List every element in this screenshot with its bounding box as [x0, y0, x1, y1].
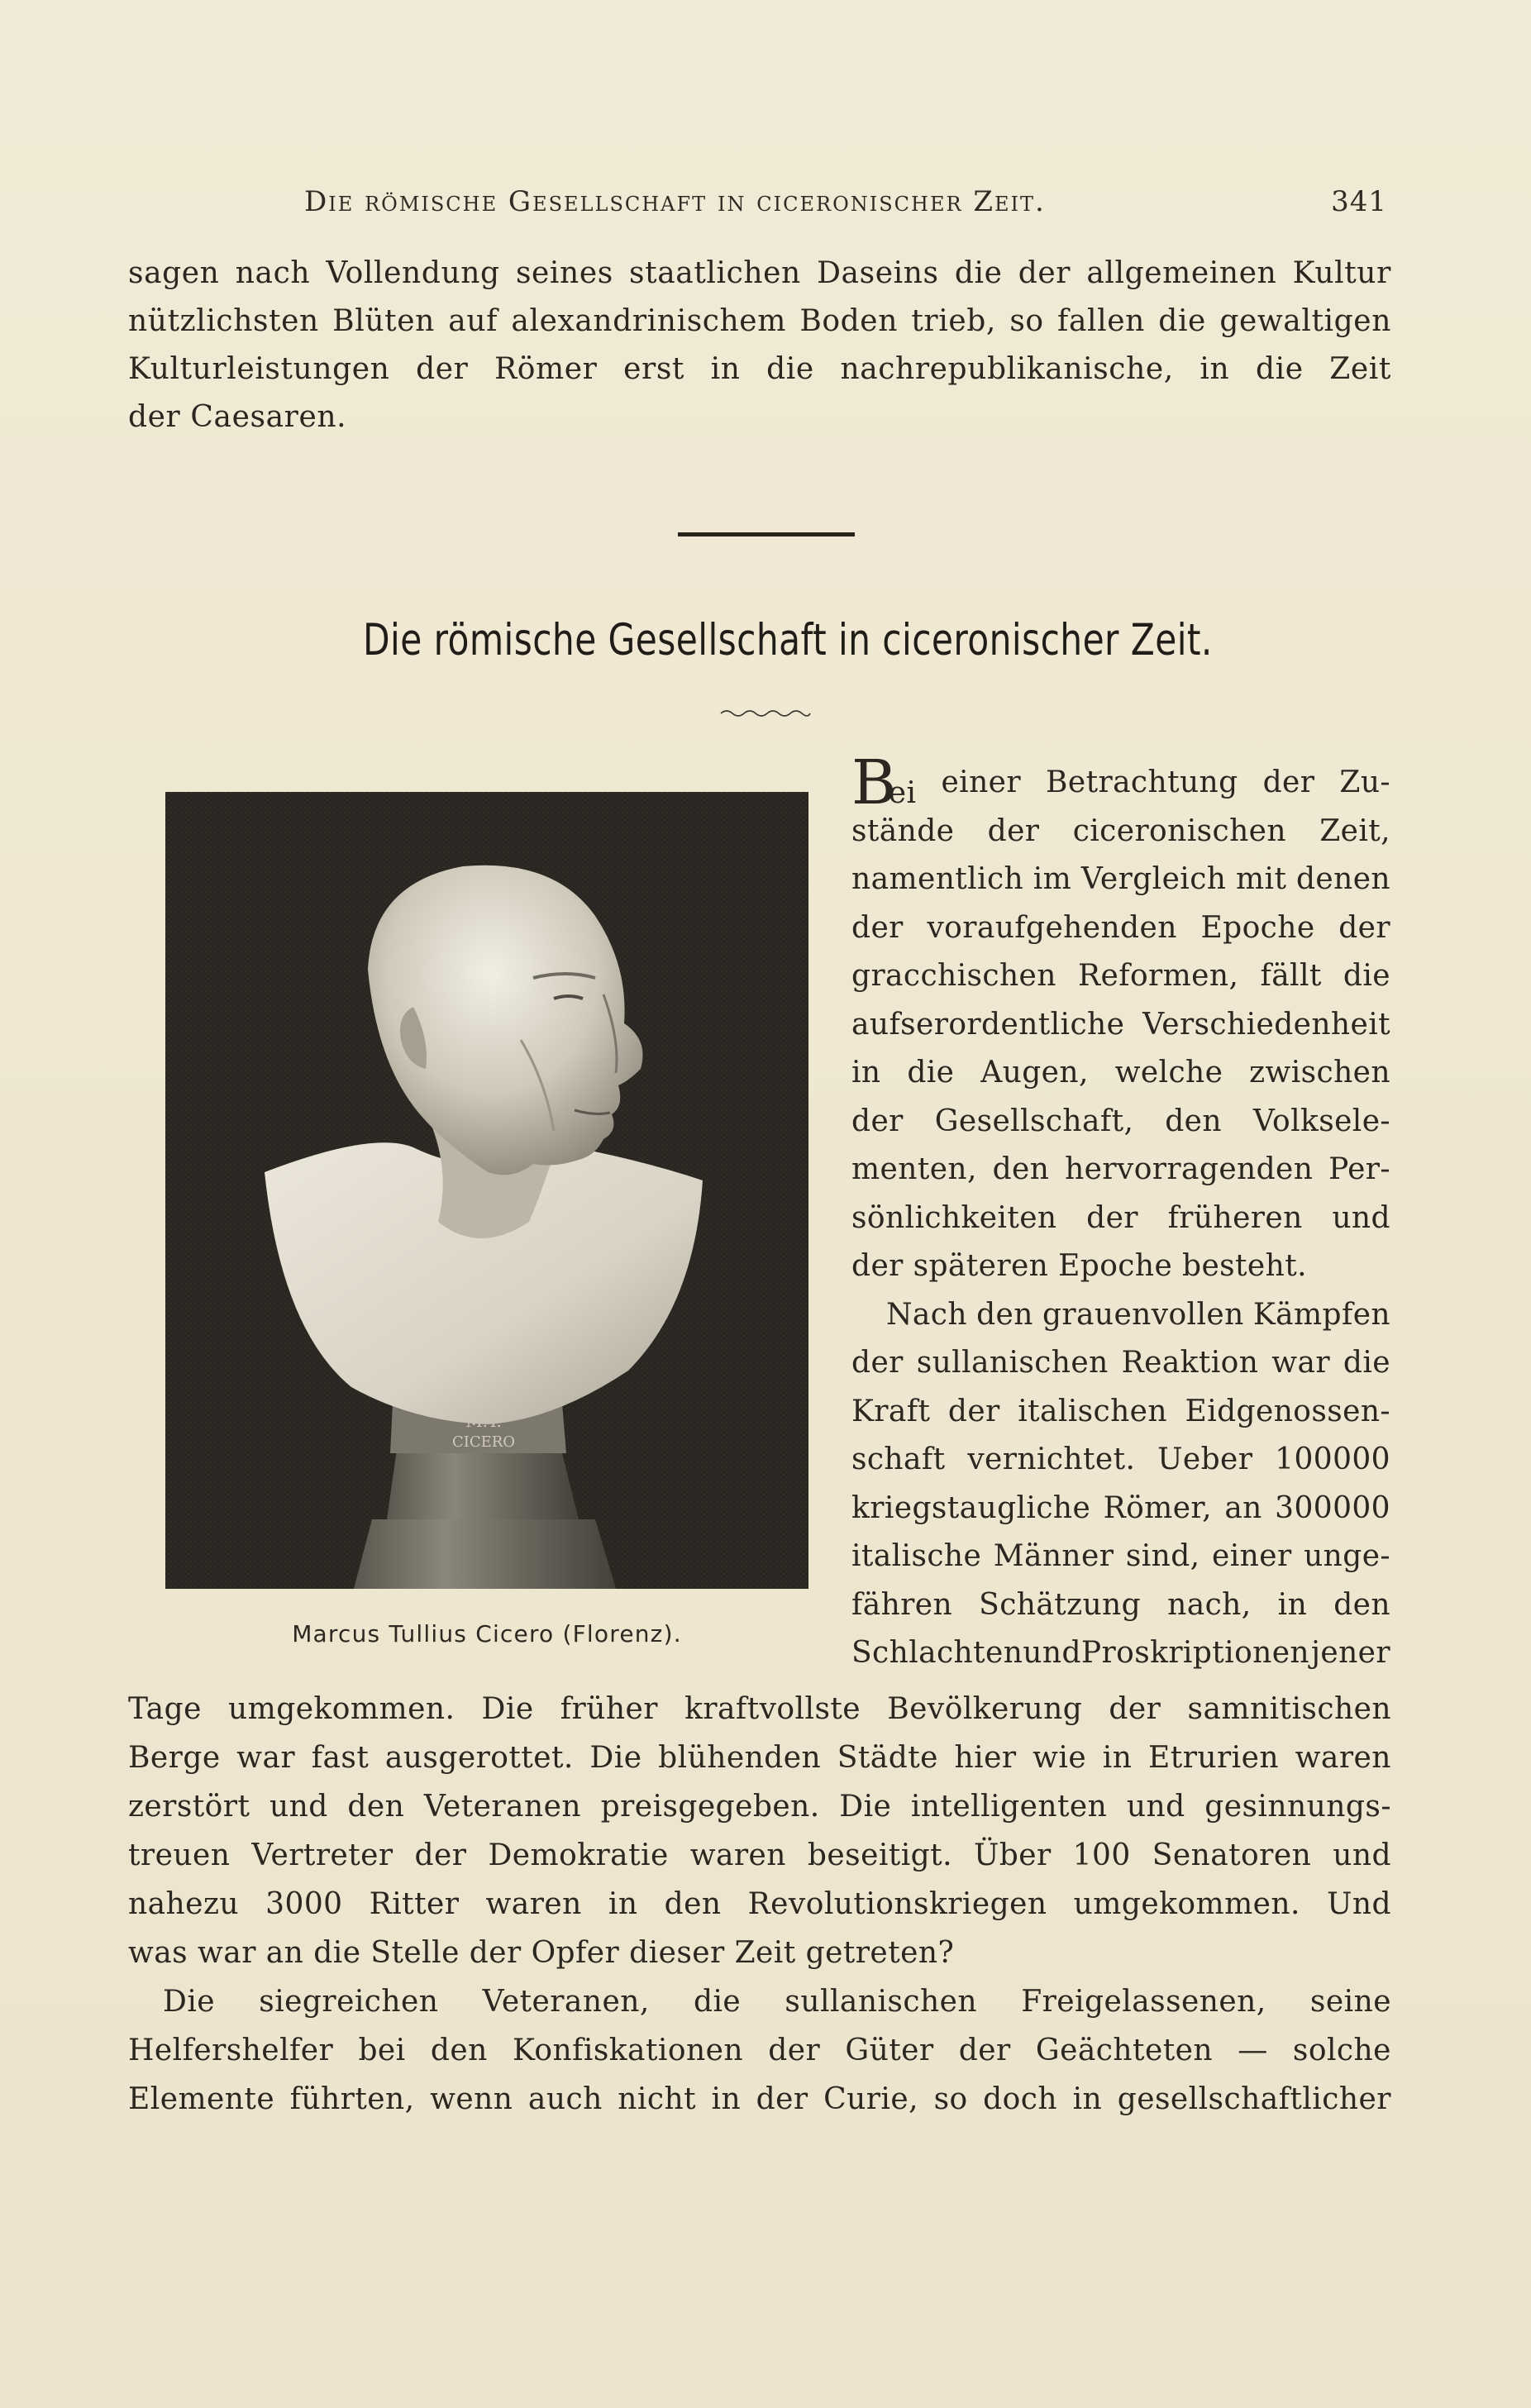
side-line [851, 1388, 1390, 1437]
word: — [1238, 2034, 1268, 2067]
word: der [128, 400, 181, 434]
intro-line [128, 298, 1391, 346]
side-line [851, 1001, 1390, 1050]
word: Güter [845, 2034, 934, 2067]
word: gesinnungs- [1204, 1790, 1391, 1824]
word: Ritter [369, 1887, 460, 1921]
word: Daseins [817, 256, 939, 290]
intro-line [128, 393, 1391, 441]
word: Die [589, 1741, 642, 1775]
word: nach [235, 256, 311, 290]
side-line [851, 1242, 1390, 1291]
word: so [1009, 304, 1044, 338]
word: intelligenten [910, 1790, 1108, 1824]
word: einer [1212, 1539, 1292, 1573]
side-line [851, 1533, 1390, 1581]
side-line [851, 1339, 1390, 1388]
word: war [1271, 1346, 1330, 1380]
word: in [1102, 1741, 1133, 1775]
word: an [265, 1936, 304, 1970]
word: zerstört [128, 1790, 250, 1824]
word: Kraft [851, 1394, 931, 1428]
word: Senatoren [1152, 1838, 1312, 1872]
word: und [1333, 1838, 1391, 1872]
word: Elemente [128, 2082, 275, 2116]
word: der [416, 352, 469, 386]
word: der [1086, 1200, 1138, 1235]
word: wenn [430, 2082, 513, 2116]
word: in [1200, 352, 1230, 386]
word: gesellschaftlicher [1117, 2082, 1391, 2116]
word: Die [839, 1790, 892, 1824]
word: einer [941, 765, 1021, 799]
word: die [1343, 1346, 1390, 1380]
word: Betrachtung [1046, 765, 1238, 799]
body-line [128, 2026, 1391, 2075]
word: wie [1033, 1741, 1087, 1775]
word: Vollendung [326, 256, 500, 290]
word: und [1332, 1200, 1390, 1235]
word: erst [623, 352, 684, 386]
word: vernichtet. [967, 1442, 1136, 1476]
word: Revolutionskriegen [747, 1887, 1047, 1921]
running-header [304, 185, 1387, 226]
word: sind, [1125, 1539, 1200, 1573]
word: die [1158, 304, 1206, 338]
word: nicht [618, 2082, 696, 2116]
word: auch [527, 2082, 603, 2116]
word: Kämpfen [1252, 1297, 1390, 1332]
word: sagen [128, 256, 220, 290]
word: Volksele- [1252, 1104, 1390, 1138]
word: Reaktion [1121, 1346, 1259, 1380]
word: Opfer [531, 1936, 620, 1970]
word: der [1018, 256, 1071, 290]
word: namentlich [851, 862, 1024, 896]
word: Bevölkerung [887, 1692, 1083, 1726]
word: italischen [1018, 1394, 1167, 1428]
word: Proskriptionen [1080, 1636, 1310, 1670]
word: nahezu [128, 1887, 239, 1921]
word: in [1072, 2082, 1103, 2116]
word: grauenvollen [1042, 1297, 1244, 1332]
word: Curie, [823, 2082, 919, 2116]
word: die [907, 1056, 955, 1090]
side-line [851, 856, 1390, 904]
word: trieb, [911, 304, 996, 338]
body-line [128, 1733, 1391, 1782]
body-line [128, 1977, 1391, 2026]
word: seines [515, 256, 613, 290]
word: die [766, 352, 814, 386]
section-divider-rule [678, 532, 855, 536]
word: im [1033, 862, 1072, 896]
pedestal-base [354, 1519, 616, 1589]
word: Augen, [980, 1056, 1089, 1090]
word: Verschiedenheit [1142, 1007, 1390, 1042]
word: umgekommen. [228, 1692, 455, 1726]
word: der [851, 1104, 904, 1138]
word: den [664, 1887, 722, 1921]
word: den [430, 2034, 488, 2067]
word: den [992, 1152, 1050, 1186]
word: allgemeinen [1086, 256, 1277, 290]
word: preisgegeben. [600, 1790, 820, 1824]
word: Kultur [1292, 256, 1391, 290]
word: die [954, 256, 1003, 290]
word: Römer [494, 352, 598, 386]
word: die [313, 1936, 361, 1970]
word: dieser [629, 1936, 725, 1970]
word: die [1255, 352, 1304, 386]
word: kraftvollste [684, 1692, 861, 1726]
word: 100 [1072, 1838, 1131, 1872]
side-line [851, 1629, 1390, 1678]
word: Etrurien [1148, 1741, 1280, 1775]
word: Ueber [1157, 1442, 1253, 1476]
word: italische [851, 1539, 982, 1573]
word: was [128, 1936, 188, 1970]
side-line [851, 1049, 1390, 1098]
bust-illustration [165, 792, 808, 1589]
side-line [851, 1291, 1390, 1340]
side-line [851, 747, 1390, 818]
word: nützlichsten [128, 304, 319, 338]
side-line [851, 808, 1390, 856]
pedestal-inscription-line: CICERO [451, 1433, 516, 1451]
body-line [128, 1685, 1391, 1733]
word: Reformen, [1078, 959, 1239, 993]
word: Caesaren. [190, 400, 347, 434]
word: Epoche [1200, 910, 1315, 945]
word: und [1126, 1790, 1185, 1824]
main-body-text [128, 1685, 1391, 2124]
word: beseitigt. [807, 1838, 952, 1872]
word: blühenden [658, 1741, 822, 1775]
word: Vergleich [1080, 862, 1227, 896]
word: Blüten [332, 304, 435, 338]
word: kriegstaugliche [851, 1490, 1091, 1525]
word: Die [163, 1985, 216, 2019]
word: an [1224, 1490, 1262, 1525]
word: waren [689, 1838, 786, 1872]
word: in [1277, 1587, 1308, 1622]
word: und [1023, 1636, 1081, 1670]
body-line [128, 1831, 1391, 1880]
word: in [851, 1056, 881, 1090]
word: der [851, 1346, 904, 1380]
word: solche [1292, 2034, 1391, 2067]
word: Städte [837, 1741, 938, 1775]
word: den [1165, 1104, 1222, 1138]
word: Zeit [734, 1936, 796, 1970]
word: späteren [913, 1249, 1049, 1283]
word: Männer [993, 1539, 1114, 1573]
word: besteht. [1182, 1249, 1307, 1283]
word: war [236, 1741, 296, 1775]
word: Kulturleistungen [128, 352, 390, 386]
word: unge- [1304, 1539, 1390, 1573]
dropcap-letter: B [851, 747, 897, 818]
word: der [987, 813, 1040, 848]
word: Zu- [1339, 765, 1390, 799]
body-line [128, 1782, 1391, 1831]
word: den [976, 1297, 1033, 1332]
word: der [958, 2034, 1011, 2067]
section-heading: Die römische Gesellschaft in ciceronischer Zeit. [363, 615, 1213, 665]
word: der [414, 1838, 467, 1872]
word: so [933, 2082, 968, 2116]
word: der [1338, 910, 1390, 945]
word: schaft [851, 1442, 946, 1476]
word: in [710, 352, 741, 386]
word: Gesellschaft, [934, 1104, 1134, 1138]
word: Schätzung [979, 1587, 1142, 1622]
intro-line [128, 250, 1391, 298]
word: war [198, 1936, 256, 1970]
side-line [851, 1485, 1390, 1533]
word: Schlachten [851, 1636, 1023, 1670]
word: zwischen [1249, 1056, 1390, 1090]
word: gracchischen [851, 959, 1056, 993]
word: fähren [851, 1587, 953, 1622]
word: mit [1236, 862, 1287, 896]
word: Nach [886, 1297, 967, 1332]
word: in [711, 2082, 742, 2116]
first-word [851, 747, 917, 818]
word: ei [888, 776, 917, 810]
word: sönlichkeiten [851, 1200, 1057, 1235]
ornament-wave-icon [719, 708, 812, 719]
word: voraufgehenden [927, 910, 1177, 945]
word: sullanischen [916, 1346, 1109, 1380]
word: Zeit, [1319, 813, 1390, 848]
word: und [269, 1790, 328, 1824]
word: alexandrinischem [511, 304, 786, 338]
word: samnitischen [1187, 1692, 1391, 1726]
cicero-bust-photo [165, 792, 808, 1589]
word: Über [973, 1838, 1052, 1872]
word: früheren [1167, 1200, 1303, 1235]
word: Epoche [1058, 1249, 1173, 1283]
word: menten, [851, 1152, 977, 1186]
word: getreten? [805, 1936, 955, 1970]
word: denen [1295, 862, 1390, 896]
side-line [851, 1194, 1390, 1243]
body-line [128, 1880, 1391, 1929]
word: fällt [1260, 959, 1322, 993]
word: in [608, 1887, 638, 1921]
word: aufserordentliche [851, 1007, 1125, 1042]
word: 3000 [265, 1887, 343, 1921]
side-line [851, 1146, 1390, 1194]
word: doch [983, 2082, 1058, 2116]
word: Tage [128, 1692, 202, 1726]
word: ciceronischen [1072, 813, 1286, 848]
side-line [851, 904, 1390, 953]
word: der [768, 2034, 821, 2067]
word: fast [311, 1741, 370, 1775]
word: den [1333, 1587, 1390, 1622]
word: staatlichen [629, 256, 801, 290]
word: den [347, 1790, 405, 1824]
side-line [851, 1581, 1390, 1630]
word: 100000 [1275, 1442, 1390, 1476]
word: Helfershelfer [128, 2034, 334, 2067]
word: Veteranen, [482, 1985, 650, 2019]
word: stände [851, 813, 955, 848]
word: Konfiskationen [512, 2034, 743, 2067]
side-line [851, 1436, 1390, 1485]
word: Und [1327, 1887, 1391, 1921]
word: Berge [128, 1741, 221, 1775]
word: die [693, 1985, 742, 2019]
word: ausgerottet. [384, 1741, 574, 1775]
body-line [128, 1929, 1391, 1977]
running-title: Die römische Gesellschaft in ciceronischer Zeit. [304, 185, 1046, 218]
word: sullanischen [785, 1985, 977, 2019]
word: jener [1310, 1636, 1390, 1670]
word: Per- [1328, 1152, 1390, 1186]
compound-words [851, 1629, 1309, 1678]
side-text-column [851, 747, 1390, 1678]
figure-caption: Marcus Tullius Cicero (Florenz). [292, 1620, 682, 1647]
word: 300000 [1275, 1490, 1390, 1525]
word: Freigelassenen, [1021, 1985, 1266, 2019]
word: Zeit [1329, 352, 1391, 386]
word: der [947, 1394, 1000, 1428]
word: gewaltigen [1219, 304, 1391, 338]
word: Die [481, 1692, 534, 1726]
word: früher [560, 1692, 658, 1726]
word: Vertreter [251, 1838, 393, 1872]
word: Eidgenossen- [1185, 1394, 1390, 1428]
word: welche [1114, 1056, 1223, 1090]
word: umgekommen. [1073, 1887, 1300, 1921]
word: der [851, 1249, 904, 1283]
word: nach, [1167, 1587, 1252, 1622]
word: der [469, 1936, 522, 1970]
word: hervorragenden [1065, 1152, 1314, 1186]
word: Römer, [1103, 1490, 1212, 1525]
word: auf [448, 304, 498, 338]
body-line [128, 2075, 1391, 2124]
word: treuen [128, 1838, 231, 1872]
word: seine [1309, 1985, 1391, 2019]
intro-line [128, 346, 1391, 393]
side-line [851, 1098, 1390, 1147]
word: waren [1295, 1741, 1391, 1775]
word: waren [485, 1887, 582, 1921]
word: Demokratie [488, 1838, 669, 1872]
word: der [756, 2082, 808, 2116]
word: siegreichen [259, 1985, 439, 2019]
intro-paragraph [128, 250, 1391, 441]
word: Stelle [370, 1936, 460, 1970]
word: bei [358, 2034, 406, 2067]
word: nachrepublikanische, [840, 352, 1174, 386]
word: Veteranen [423, 1790, 581, 1824]
word: führten, [289, 2082, 415, 2116]
side-line [851, 952, 1390, 1001]
word: der [1262, 765, 1315, 799]
word: fallen [1057, 304, 1145, 338]
word: der [851, 910, 904, 945]
word: Boden [799, 304, 898, 338]
word: Geächteten [1035, 2034, 1214, 2067]
word: hier [954, 1741, 1017, 1775]
word: die [1343, 959, 1390, 993]
page-number: 341 [1331, 185, 1387, 218]
word: der [1109, 1692, 1161, 1726]
